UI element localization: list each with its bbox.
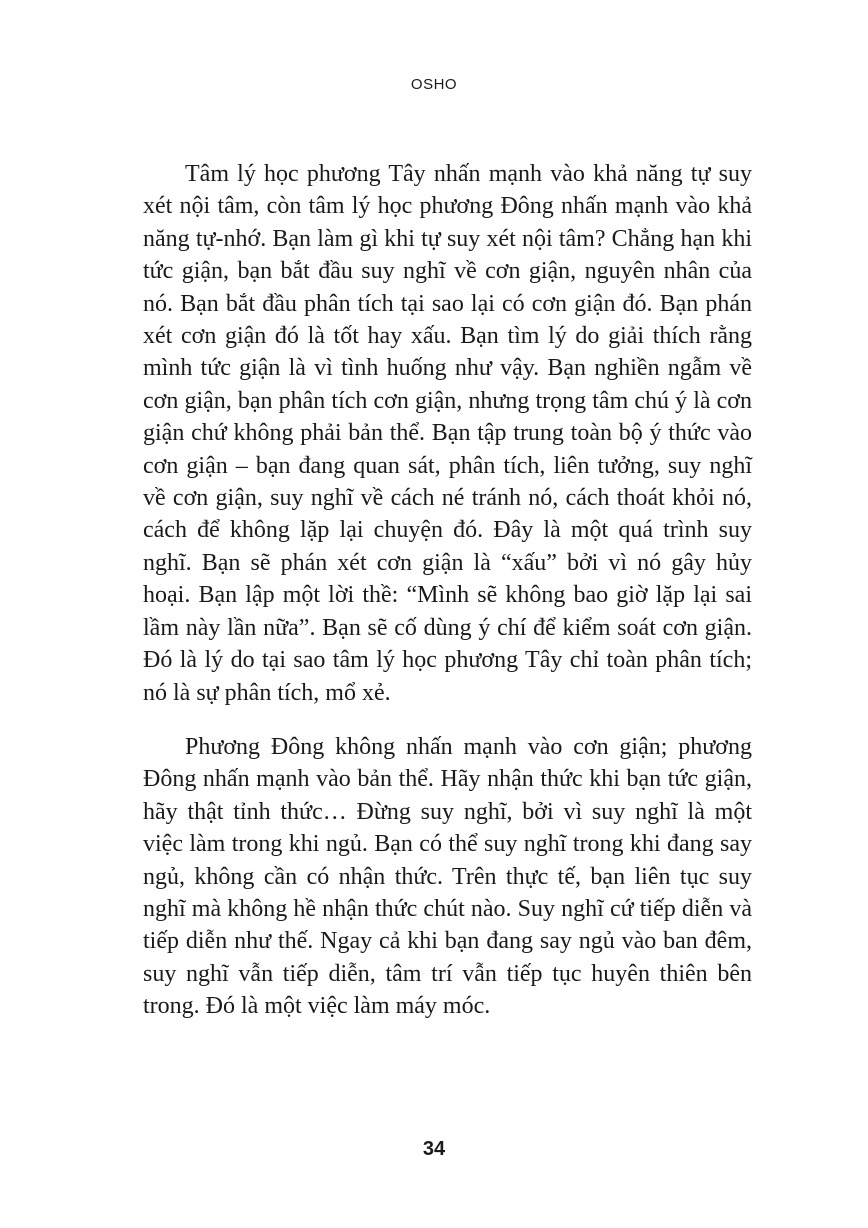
body-text (143, 158, 752, 1023)
running-header-title: OSHO (410, 76, 458, 93)
paragraph-1: Tâm lý học phương Tây nhấn mạnh vào khả năng tự suy xét nội tâm, còn tâm lý học phương Đông nhấn mạnh vào khả năng tự-nhớ. Bạn làm gì khi tự suy xét nội tâm? Chẳng hạn khi tức giận, bạn bắt đầu suy nghĩ về cơn giận, nguyên nhân của nó. Bạn bắt đầu phân tích tại sao lại có cơn giận đó. Bạn phán xét cơn giận đó là tốt hay xấu. Bạn tìm lý do giải thích rằng mình tức giận là vì tình huống như vậy. Bạn nghiền ngẫm về cơn giận, bạn phân tích cơn giận, nhưng trọng tâm chú ý là cơn giận chứ không phải bản thể. Bạn tập trung toàn bộ ý thức vào cơn giận – bạn đang quan sát, phân tích, liên tưởng, suy nghĩ về cơn giận, suy nghĩ về cách né tránh nó, cách thoát khỏi nó, cách để không lặp lại chuyện đó. Đây là một quá trình suy nghĩ. Bạn sẽ phán xét cơn giận là “xấu” bởi vì nó gây hủy hoại. Bạn lập một lời thề: “Mình sẽ không bao giờ lặp lại sai lầm này lần nữa”. Bạn sẽ cố dùng ý chí để kiểm soát cơn giận. Đó là lý do tại sao tâm lý học phương Tây chỉ toàn phân tích; nó là sự phân tích, mổ xẻ. (143, 161, 752, 706)
paragraph-2: Phương Đông không nhấn mạnh vào cơn giận; phương Đông nhấn mạnh vào bản thể. Hãy nhận thức khi bạn tức giận, hãy thật tỉnh thức… Đừng suy nghĩ, bởi vì suy nghĩ là một việc làm trong khi ngủ. Bạn có thể suy nghĩ trong khi đang say ngủ, không cần có nhận thức. Trên thực tế, bạn liên tục suy nghĩ mà không hề nhận thức chút nào. Suy nghĩ cứ tiếp diễn và tiếp diễn như thế. Ngay cả khi bạn đang say ngủ vào ban đêm, suy nghĩ vẫn tiếp diễn, tâm trí vẫn tiếp tục huyên thiên bên trong. Đó là một việc làm máy móc. (143, 733, 752, 1020)
page-number: 34 (422, 1138, 446, 1160)
